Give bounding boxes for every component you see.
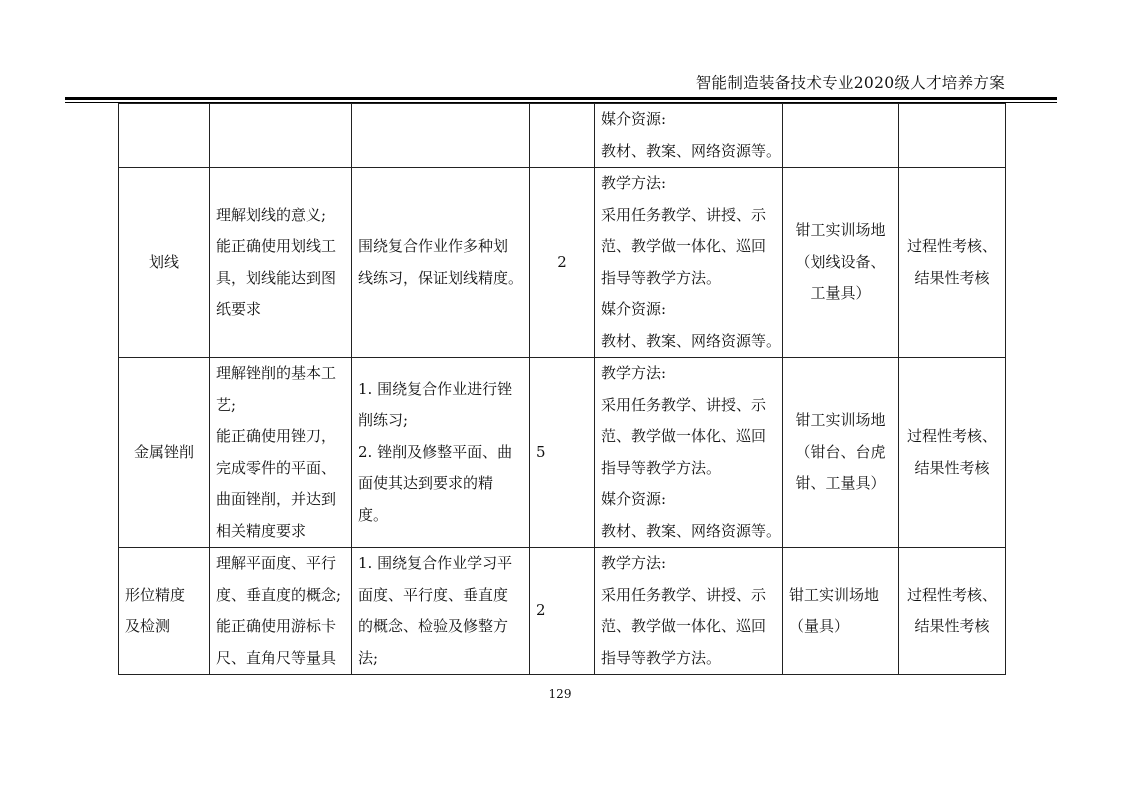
venue-cell [783,548,899,675]
objectives-line: 曲面锉削，并达到 [216,490,337,508]
objectives-line: 理解划线的意义; [216,205,327,224]
content-line: 1. 围绕复合作业进行锉 [358,379,513,398]
content-line: 围绕复合作业作多种划 [358,237,509,255]
table-row [119,104,1006,168]
module-name-cell [119,358,210,548]
objectives-line: 纸要求 [216,300,262,318]
venue-cell [783,168,899,358]
module-name-line: 形位精度 [125,585,186,604]
methods-line: 采用任务教学、讲授、示 [601,395,767,414]
methods-line: 教材、教案、网络资源等。 [601,141,782,160]
content-line: 面使其达到要求的精 [358,474,494,493]
venue-line: （划线设备、 [795,252,886,271]
objectives-cell [210,104,352,168]
module-name-cell [119,104,210,168]
objectives-line: 具，划线能达到图 [216,268,337,287]
content-line: 法; [358,648,379,667]
hours-value: 2 [557,252,567,271]
venue-line: 钳工实训场地 [795,411,886,430]
assessment-line: 结果性考核 [914,458,990,477]
venue-line: （量具） [789,617,850,635]
methods-line: 教学方法: [601,174,667,192]
content-line: 的概念、检验及修整方 [358,617,509,635]
objectives-line: 完成零件的平面、 [216,458,337,477]
module-name-line: 及检测 [125,617,171,635]
methods-line: 范、教学做一体化、巡回 [601,237,767,255]
table-row [119,168,1006,358]
assessment-line: 过程性考核、 [906,427,997,445]
table-row [119,358,1006,548]
methods-line: 媒介资源: [601,110,667,128]
hours-cell [530,358,595,548]
assessment-cell [899,358,1006,548]
module-name: 划线 [148,252,179,271]
assessment-cell [899,548,1006,675]
objectives-line: 艺; [216,395,237,414]
methods-line: 媒介资源: [601,300,667,318]
methods-line: 指导等教学方法。 [601,648,722,667]
methods-line: 范、教学做一体化、巡回 [601,617,767,635]
methods-cell [595,358,783,548]
content-cell [352,168,530,358]
hours-cell [530,168,595,358]
venue-line: 钳、工量具） [795,474,886,493]
document-header-title: 智能制造装备技术专业2020级人才培养方案 [695,74,1005,92]
assessment-cell [899,168,1006,358]
objectives-line: 理解平面度、平行 [216,554,337,572]
objectives-line: 能正确使用锉刀， [216,427,337,445]
hours-value: 5 [536,442,546,461]
header-rule-thick [65,97,1057,100]
content-line: 线练习，保证划线精度。 [358,268,524,287]
hours-cell [530,104,595,168]
objectives-line: 尺、直角尺等量具 [216,648,337,667]
page-number: 129 [548,687,572,701]
methods-line: 范、教学做一体化、巡回 [601,427,767,445]
hours-cell [530,548,595,675]
venue-line: 钳工实训场地 [789,585,880,604]
content-line: 面度、平行度、垂直度 [358,585,509,604]
assessment-line: 过程性考核、 [906,237,997,255]
methods-line: 采用任务教学、讲授、示 [601,585,767,604]
objectives-cell [210,548,352,675]
methods-cell [595,548,783,675]
objectives-cell [210,358,352,548]
objectives-line: 能正确使用划线工 [216,237,337,255]
methods-cell [595,104,783,168]
methods-line: 教材、教案、网络资源等。 [601,521,782,540]
assessment-line: 结果性考核 [914,268,990,287]
assessment-line: 过程性考核、 [906,585,997,604]
methods-line: 采用任务教学、讲授、示 [601,205,767,224]
content-cell [352,548,530,675]
venue-cell [783,104,899,168]
methods-line: 指导等教学方法。 [601,268,722,287]
objectives-line: 理解锉削的基本工 [216,364,337,382]
module-name-cell [119,548,210,675]
content-cell [352,358,530,548]
assessment-cell [899,104,1006,168]
objectives-line: 相关精度要求 [216,521,307,540]
content-line: 削练习; [358,411,409,430]
venue-line: （钳台、台虎 [795,442,886,461]
module-name-cell [119,168,210,358]
objectives-cell [210,168,352,358]
methods-cell [595,168,783,358]
methods-line: 教学方法: [601,554,667,572]
module-name: 金属锉削 [133,442,194,461]
methods-line: 指导等教学方法。 [601,458,722,477]
methods-line: 教学方法: [601,364,667,382]
content-line: 2. 锉削及修整平面、曲 [358,442,513,461]
curriculum-table [118,103,1006,675]
content-line: 1. 围绕复合作业学习平 [358,554,513,572]
venue-line: 钳工实训场地 [795,221,886,240]
hours-value: 2 [536,601,546,620]
methods-line: 媒介资源: [601,490,667,508]
table-row [119,548,1006,675]
content-line: 度。 [358,505,389,524]
methods-line: 教材、教案、网络资源等。 [601,331,782,350]
content-cell [352,104,530,168]
objectives-line: 度、垂直度的概念; [216,585,342,604]
assessment-line: 结果性考核 [914,617,990,635]
venue-line: 工量具） [810,284,871,303]
venue-cell [783,358,899,548]
objectives-line: 能正确使用游标卡 [216,617,337,635]
